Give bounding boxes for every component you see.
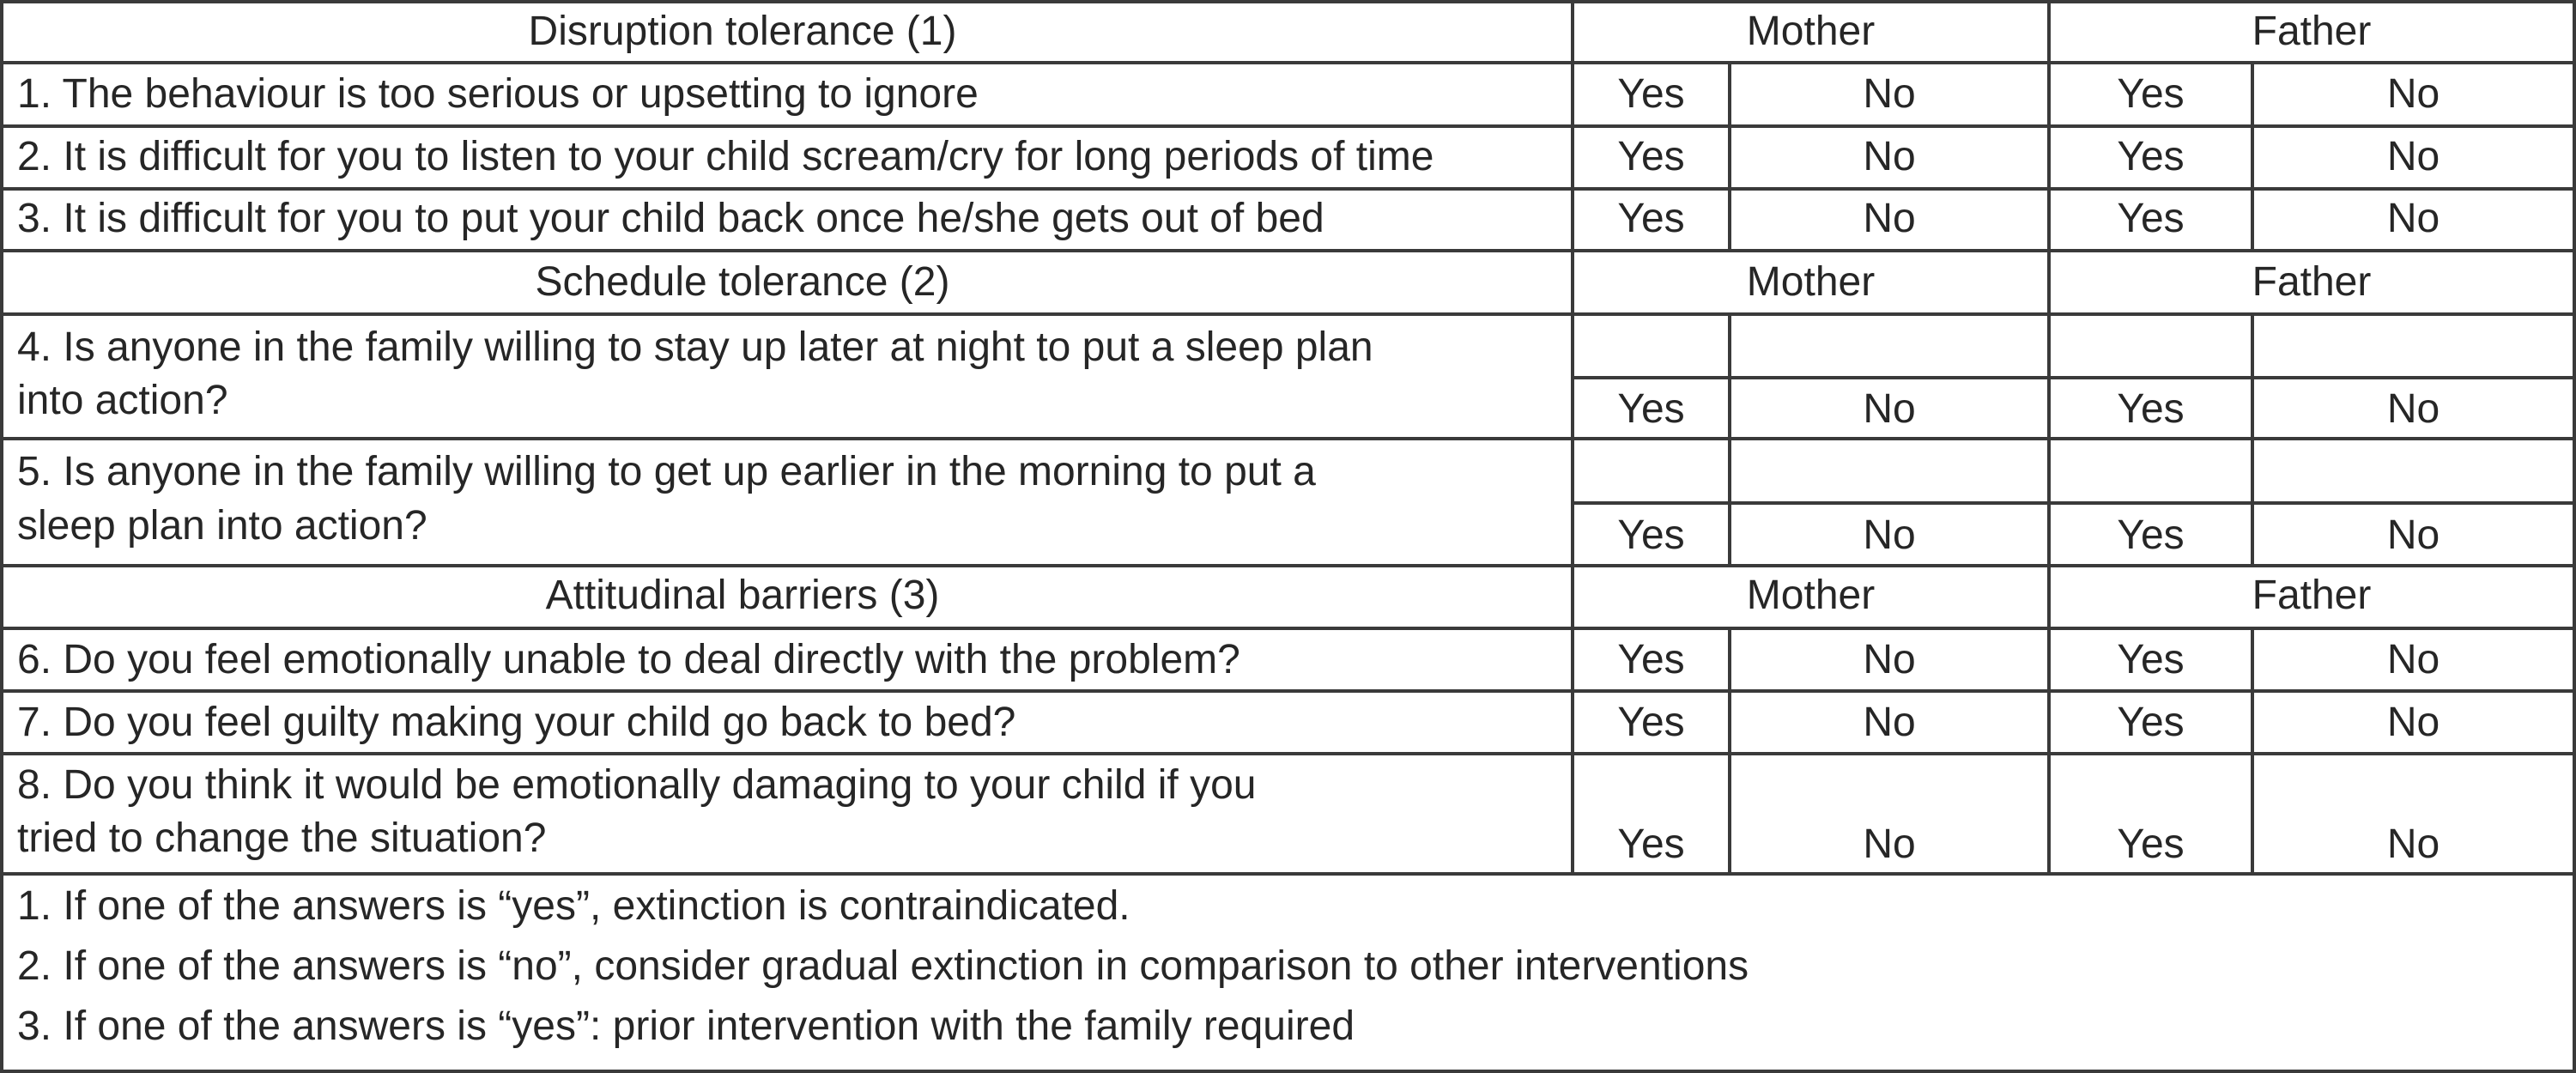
mother-yes-option[interactable]: Yes bbox=[1617, 71, 1685, 117]
mother-yes-option[interactable]: Yes bbox=[1617, 134, 1685, 179]
father-no-option[interactable]: No bbox=[2386, 512, 2440, 558]
father-yes-option[interactable]: Yes bbox=[2117, 821, 2185, 867]
father-yes-option[interactable]: Yes bbox=[2117, 134, 2185, 179]
row-divider bbox=[0, 689, 2576, 693]
row-divider bbox=[0, 627, 2576, 630]
mother-yes-option[interactable]: Yes bbox=[1617, 196, 1685, 241]
father-header: Father bbox=[2252, 573, 2372, 618]
father-no-option[interactable]: No bbox=[2386, 637, 2440, 682]
table-border-bottom bbox=[0, 1070, 2576, 1073]
father-yes-option[interactable]: Yes bbox=[2117, 71, 2185, 117]
question-text: 7. Do you feel guilty making your child go back to bed? bbox=[17, 700, 1016, 745]
question-text: 2. It is difficult for you to listen to your child scream/cry for long periods of time bbox=[17, 134, 1434, 179]
father-no-option[interactable]: No bbox=[2386, 134, 2440, 179]
row-divider bbox=[0, 61, 2576, 64]
section-title: Schedule tolerance (2) bbox=[535, 259, 950, 305]
row-divider bbox=[0, 187, 2576, 191]
mother-no-option[interactable]: No bbox=[1863, 700, 1916, 745]
table-border-right bbox=[2573, 0, 2576, 1073]
row-divider bbox=[0, 249, 2576, 252]
row-divider bbox=[0, 437, 2576, 440]
question-text-continued: into action? bbox=[17, 378, 228, 423]
row-divider bbox=[0, 564, 2576, 567]
father-no-option[interactable]: No bbox=[2386, 821, 2440, 867]
question-text: 1. The behaviour is too serious or upsetting to ignore bbox=[17, 71, 979, 117]
row-divider bbox=[0, 312, 2576, 316]
footnote: 1. If one of the answers is “yes”, extinction is contraindicated. bbox=[17, 883, 1130, 929]
mother-header: Mother bbox=[1746, 573, 1876, 618]
table-border-top bbox=[0, 0, 2576, 3]
mother-no-option[interactable]: No bbox=[1863, 386, 1916, 432]
mother-no-option[interactable]: No bbox=[1863, 134, 1916, 179]
father-header: Father bbox=[2252, 259, 2372, 305]
question-text: 4. Is anyone in the family willing to stay up later at night to put a sleep plan bbox=[17, 324, 1373, 370]
mother-no-option[interactable]: No bbox=[1863, 821, 1916, 867]
answer-subdivider bbox=[1571, 376, 2576, 379]
father-no-option[interactable]: No bbox=[2386, 386, 2440, 432]
mother-no-option[interactable]: No bbox=[1863, 512, 1916, 558]
mother-header: Mother bbox=[1746, 9, 1876, 54]
question-text: 3. It is difficult for you to put your child back once he/she gets out of bed bbox=[17, 196, 1324, 241]
father-yes-option[interactable]: Yes bbox=[2117, 637, 2185, 682]
section-title: Attitudinal barriers (3) bbox=[545, 573, 940, 618]
mother-yes-option[interactable]: Yes bbox=[1617, 637, 1685, 682]
question-text-continued: sleep plan into action? bbox=[17, 503, 427, 549]
footnote: 3. If one of the answers is “yes”: prior intervention with the family required bbox=[17, 1003, 1355, 1049]
row-divider bbox=[0, 124, 2576, 128]
question-text: 8. Do you think it would be emotionally damaging to your child if you bbox=[17, 762, 1257, 808]
mother-header: Mother bbox=[1746, 259, 1876, 305]
question-text: 6. Do you feel emotionally unable to deal directly with the problem? bbox=[17, 637, 1240, 682]
answer-subdivider bbox=[1571, 501, 2576, 505]
mother-yes-option[interactable]: Yes bbox=[1617, 386, 1685, 432]
row-divider bbox=[0, 872, 2576, 876]
father-yes-option[interactable]: Yes bbox=[2117, 196, 2185, 241]
father-yes-option[interactable]: Yes bbox=[2117, 386, 2185, 432]
father-yes-option[interactable]: Yes bbox=[2117, 512, 2185, 558]
father-no-option[interactable]: No bbox=[2386, 700, 2440, 745]
mother-no-option[interactable]: No bbox=[1863, 71, 1916, 117]
mother-no-option[interactable]: No bbox=[1863, 196, 1916, 241]
father-yes-option[interactable]: Yes bbox=[2117, 700, 2185, 745]
row-divider bbox=[0, 752, 2576, 755]
section-title: Disruption tolerance (1) bbox=[528, 9, 957, 54]
footnote: 2. If one of the answers is “no”, consider gradual extinction in comparison to other interventions bbox=[17, 943, 1749, 989]
mother-no-option[interactable]: No bbox=[1863, 637, 1916, 682]
mother-yes-option[interactable]: Yes bbox=[1617, 512, 1685, 558]
father-no-option[interactable]: No bbox=[2386, 196, 2440, 241]
question-text-continued: tried to change the situation? bbox=[17, 815, 547, 861]
mother-yes-option[interactable]: Yes bbox=[1617, 821, 1685, 867]
father-no-option[interactable]: No bbox=[2386, 71, 2440, 117]
question-text: 5. Is anyone in the family willing to get up earlier in the morning to put a bbox=[17, 449, 1316, 494]
mother-yes-option[interactable]: Yes bbox=[1617, 700, 1685, 745]
father-header: Father bbox=[2252, 9, 2372, 54]
